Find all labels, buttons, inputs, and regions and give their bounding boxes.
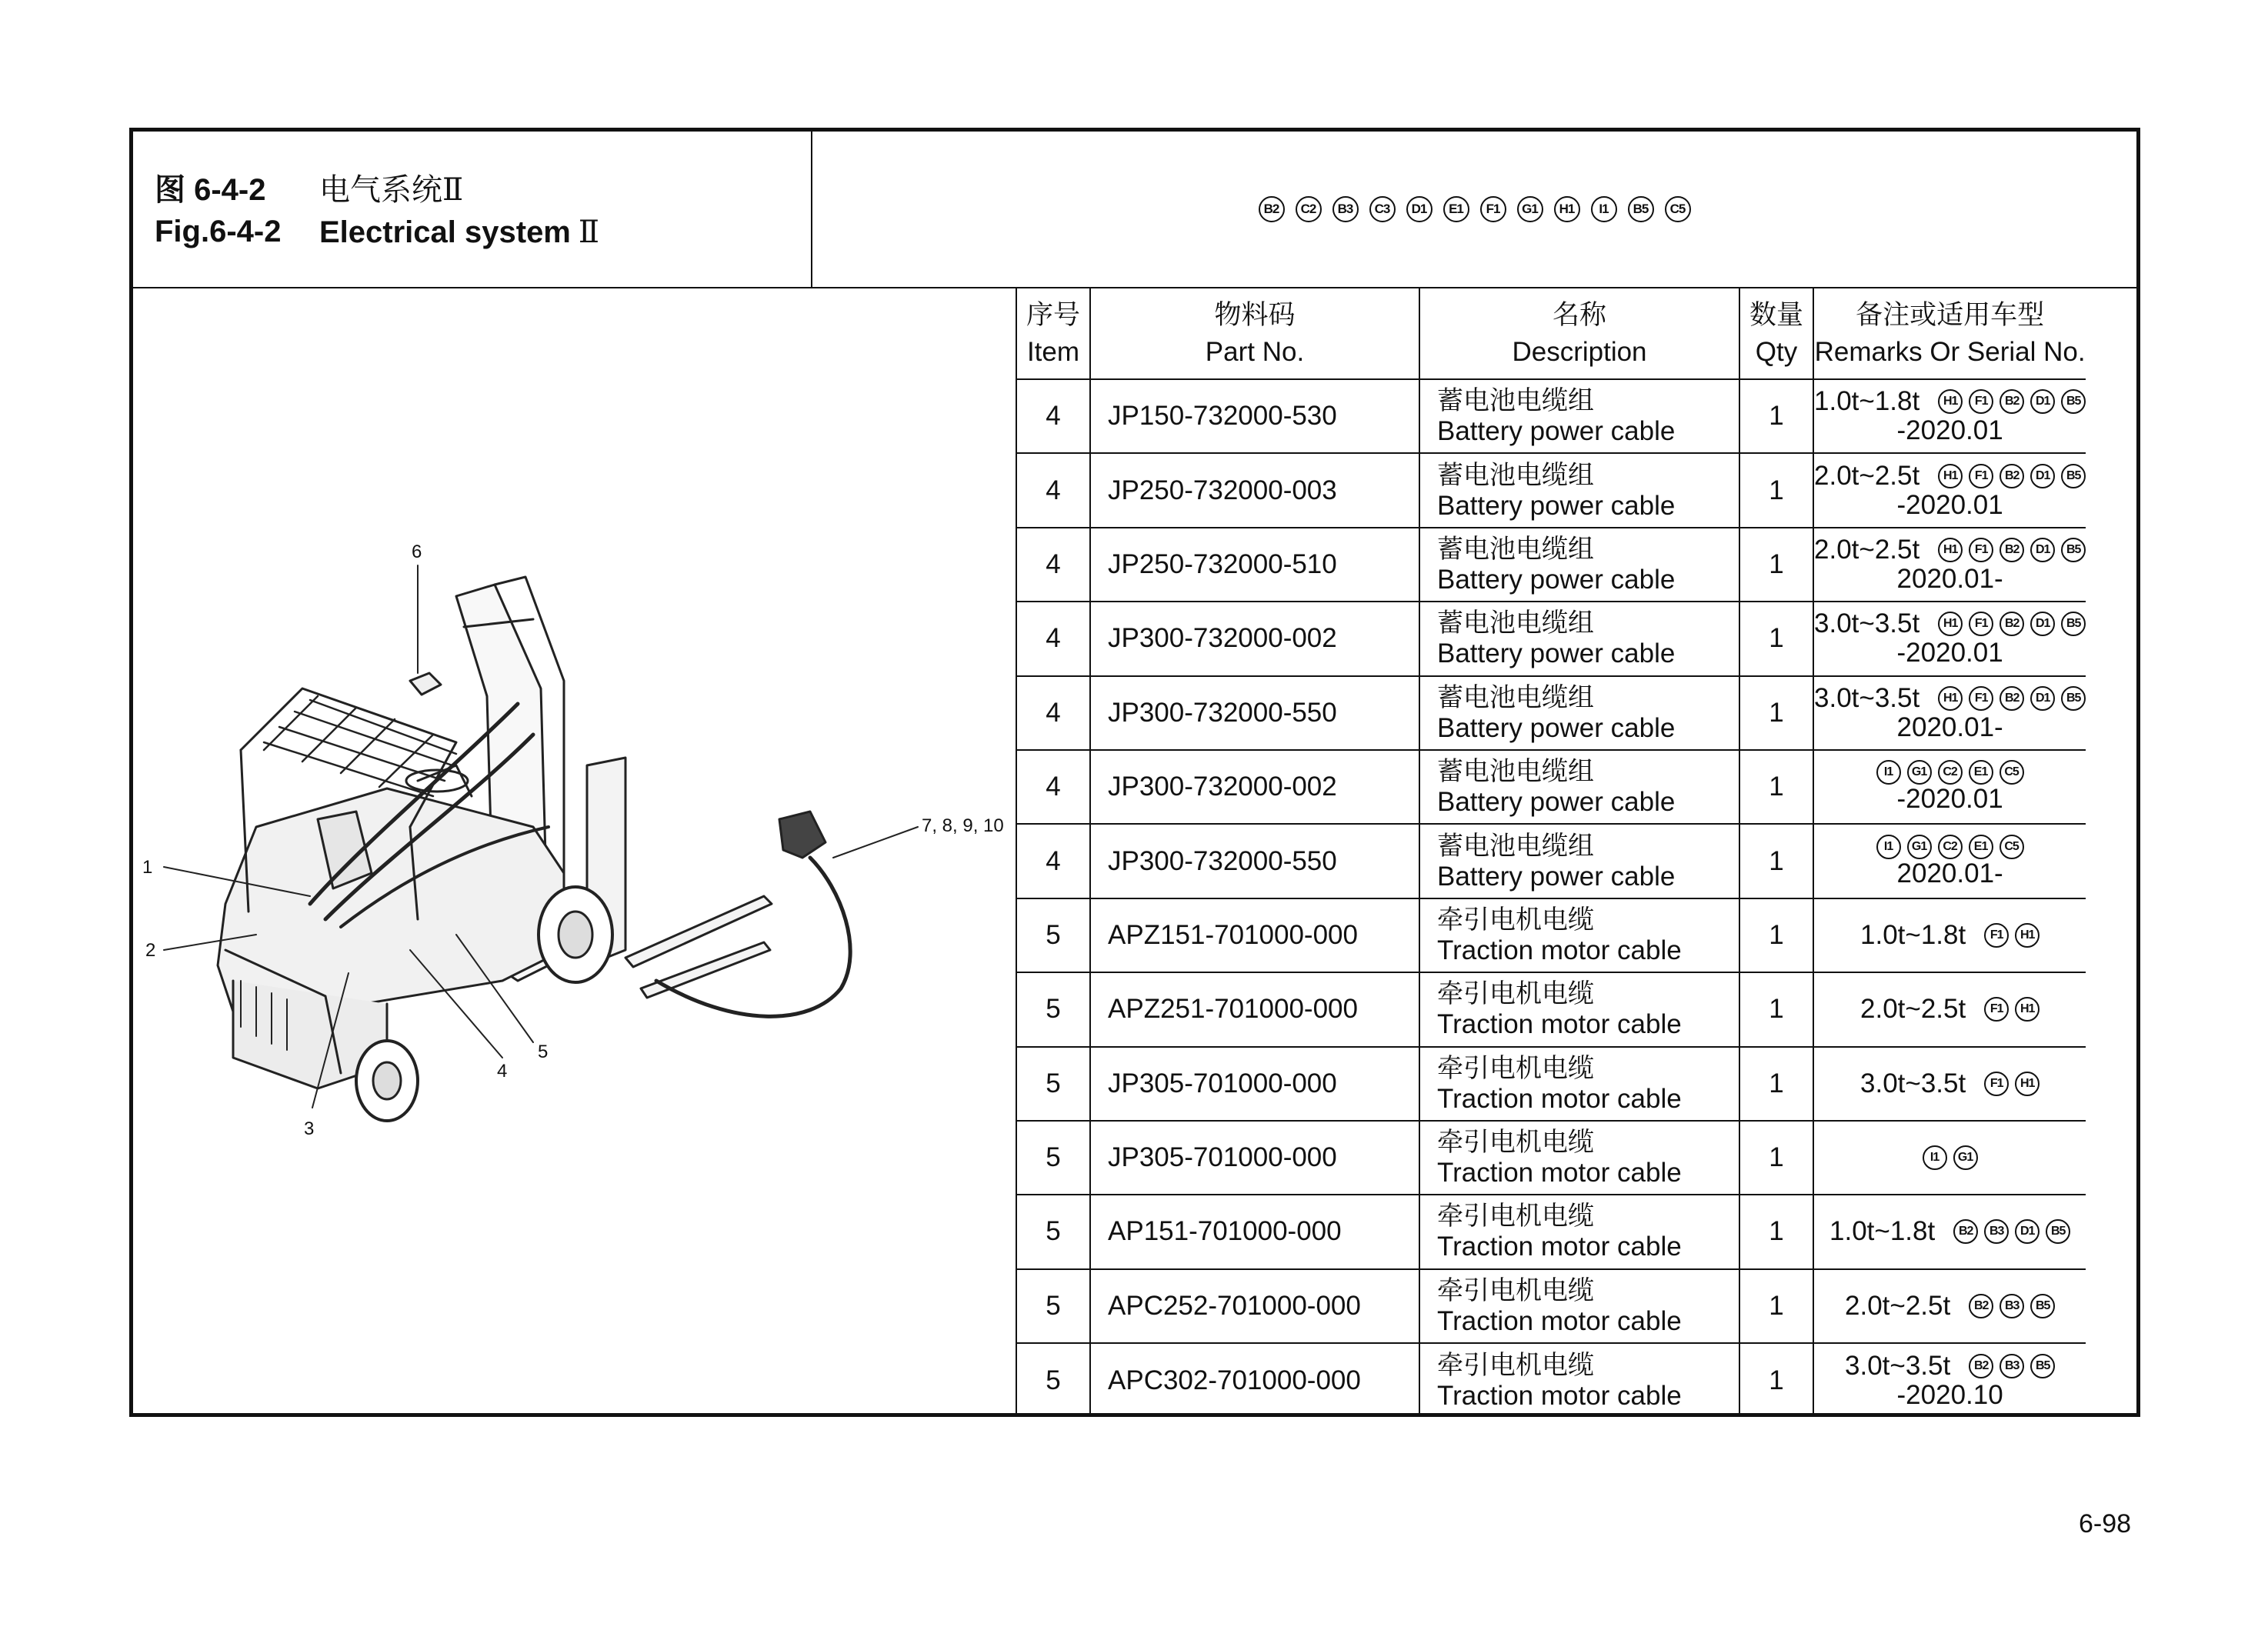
part-description (1419, 1121, 1739, 1195)
item-number: 4 (1016, 750, 1090, 824)
remarks (1813, 1343, 2086, 1417)
serial-code-badge: H1 (1554, 196, 1580, 222)
serial-code-badge: D1 (2030, 538, 2055, 562)
remarks (1813, 676, 2086, 750)
part-number: APZ251-701000-000 (1090, 972, 1419, 1046)
remarks (1813, 602, 2086, 675)
quantity: 1 (1739, 824, 1813, 898)
part-number: APC302-701000-000 (1090, 1343, 1419, 1417)
item-number: 4 (1016, 453, 1090, 527)
table-row (1016, 602, 2086, 675)
serial-code-badge: B3 (2000, 1354, 2024, 1378)
serial-code-badge: B5 (2030, 1354, 2055, 1378)
description-cn: 蓄电池电缆组 (1437, 830, 1594, 862)
part-description (1419, 1269, 1739, 1343)
part-number: JP305-701000-000 (1090, 1121, 1419, 1195)
table-row (1016, 824, 2086, 898)
parts-table (1016, 288, 2086, 1417)
figure-number-en: Fig.6-4-2 (155, 215, 282, 248)
part-number: JP300-732000-002 (1090, 602, 1419, 675)
item-number: 5 (1016, 1269, 1090, 1343)
description-en: Traction motor cable (1437, 1232, 1682, 1262)
table-row (1016, 972, 2086, 1046)
item-number: 5 (1016, 1195, 1090, 1268)
header-remarks: 备注或适用车型 Remarks Or Serial No. (1813, 288, 2086, 379)
serial-code-badge: F1 (1969, 686, 1993, 711)
quantity: 1 (1739, 602, 1813, 675)
quantity: 1 (1739, 453, 1813, 527)
catalog-page-frame (129, 128, 2140, 1417)
header-description: 名称 Description (1419, 288, 1739, 379)
part-number: JP250-732000-510 (1090, 528, 1419, 602)
part-description (1419, 1195, 1739, 1268)
callout-1: 1 (142, 857, 153, 878)
remarks (1813, 824, 2086, 898)
description-cn: 牵引电机电缆 (1437, 1275, 1594, 1306)
serial-code-badge: H1 (1938, 464, 1963, 488)
tonnage-range: 1.0t~1.8t (1860, 919, 1966, 950)
tonnage-range: 3.0t~3.5t (1814, 682, 1920, 713)
serial-code-badge: D1 (2030, 686, 2055, 711)
tonnage-range: 2.0t~2.5t (1814, 460, 1920, 491)
part-description (1419, 972, 1739, 1046)
header-qty: 数量 Qty (1739, 288, 1813, 379)
header-item: 序号 Item (1016, 288, 1090, 379)
remarks (1813, 972, 2086, 1046)
item-number: 4 (1016, 676, 1090, 750)
serial-code-badge: C5 (2000, 760, 2024, 785)
description-cn: 蓄电池电缆组 (1437, 533, 1594, 565)
description-cn: 蓄电池电缆组 (1437, 756, 1594, 788)
remarks (1813, 528, 2086, 602)
part-description (1419, 1047, 1739, 1121)
serial-code-badge: B5 (2061, 464, 2086, 488)
date-range: -2020.01 (1896, 415, 2003, 446)
tonnage-range: 3.0t~3.5t (1845, 1350, 1951, 1381)
remarks (1813, 750, 2086, 824)
part-description (1419, 528, 1739, 602)
description-cn: 蓄电池电缆组 (1437, 385, 1594, 417)
description-en: Traction motor cable (1437, 935, 1682, 965)
quantity: 1 (1739, 379, 1813, 453)
serial-code-badge: I1 (1923, 1145, 1947, 1170)
tonnage-range: 2.0t~2.5t (1814, 534, 1920, 565)
serial-code-badge: B2 (1259, 196, 1285, 222)
item-number: 4 (1016, 528, 1090, 602)
item-number: 5 (1016, 1121, 1090, 1195)
remarks (1813, 898, 2086, 972)
serial-code-badge: E1 (1443, 196, 1469, 222)
part-description (1419, 898, 1739, 972)
description-en: Traction motor cable (1437, 1083, 1682, 1114)
description-en: Traction motor cable (1437, 1158, 1682, 1188)
part-description (1419, 676, 1739, 750)
table-row (1016, 379, 2086, 453)
serial-code-badge: B5 (2061, 686, 2086, 711)
item-number: 5 (1016, 898, 1090, 972)
description-cn: 牵引电机电缆 (1437, 978, 1594, 1010)
description-en: Battery power cable (1437, 712, 1676, 743)
part-number: JP305-701000-000 (1090, 1047, 1419, 1121)
description-en: Battery power cable (1437, 490, 1676, 521)
table-row (1016, 528, 2086, 602)
serial-code-badge: B3 (2000, 1294, 2024, 1318)
part-number: APZ151-701000-000 (1090, 898, 1419, 972)
parts-table-body (1016, 379, 2086, 1417)
table-row (1016, 750, 2086, 824)
description-cn: 牵引电机电缆 (1437, 1201, 1594, 1232)
serial-code-badge: D1 (2030, 389, 2055, 414)
serial-code-badge: B3 (1984, 1219, 2009, 1244)
description-en: Battery power cable (1437, 638, 1676, 669)
description-en: Traction motor cable (1437, 1009, 1682, 1040)
remarks (1813, 1121, 2086, 1195)
serial-code-badge: F1 (1984, 1072, 2009, 1096)
serial-code-badge: B5 (2030, 1294, 2055, 1318)
part-number: JP250-732000-003 (1090, 453, 1419, 527)
date-range: -2020.01 (1896, 638, 2003, 668)
part-description (1419, 602, 1739, 675)
serial-code-badge: C2 (1296, 196, 1322, 222)
description-cn: 蓄电池电缆组 (1437, 608, 1594, 639)
tonnage-range: 1.0t~1.8t (1814, 386, 1920, 417)
serial-code-badge: D1 (1406, 196, 1433, 222)
part-description (1419, 1343, 1739, 1417)
title-chinese (155, 165, 464, 209)
serial-code-badge: I1 (1591, 196, 1617, 222)
callout-7-8-9-10: 7, 8, 9, 10 (922, 815, 1004, 836)
description-en: Battery power cable (1437, 787, 1676, 818)
serial-code-badge: G1 (1907, 760, 1932, 785)
table-row (1016, 1269, 2086, 1343)
forklift-illustration (133, 288, 1016, 1413)
description-en: Battery power cable (1437, 564, 1676, 595)
part-description (1419, 453, 1739, 527)
tonnage-range: 3.0t~3.5t (1814, 608, 1920, 639)
serial-code-badge: B2 (1969, 1294, 1993, 1318)
serial-code-badge: B3 (1332, 196, 1359, 222)
serial-code-badge: B2 (2000, 612, 2024, 636)
serial-code-badge: H1 (1938, 389, 1963, 414)
description-en: Battery power cable (1437, 416, 1676, 447)
item-number: 4 (1016, 602, 1090, 675)
table-row (1016, 1047, 2086, 1121)
serial-code-badge: H1 (1938, 538, 1963, 562)
callout-3: 3 (304, 1118, 315, 1139)
quantity: 1 (1739, 1195, 1813, 1268)
serial-code-badge: I1 (1876, 760, 1901, 785)
remarks (1813, 1195, 2086, 1268)
serial-code-badge: G1 (1907, 835, 1932, 859)
date-range: -2020.01 (1896, 489, 2003, 520)
page-number: 6-98 (2079, 1509, 2132, 1538)
serial-code-badge: B5 (2061, 612, 2086, 636)
forklift-drawing (133, 288, 1016, 1416)
serial-code-list (812, 132, 2136, 287)
date-range: 2020.01- (1896, 712, 2003, 742)
serial-code-badge: D1 (2015, 1219, 2040, 1244)
tonnage-range: 3.0t~3.5t (1860, 1068, 1966, 1098)
tonnage-range: 2.0t~2.5t (1860, 994, 1966, 1025)
description-en: Traction motor cable (1437, 1380, 1682, 1411)
serial-code-badge: F1 (1984, 997, 2009, 1022)
serial-code-badge: I1 (1876, 835, 1901, 859)
part-description (1419, 379, 1739, 453)
remarks (1813, 453, 2086, 527)
quantity: 1 (1739, 676, 1813, 750)
serial-code-badge: D1 (2030, 464, 2055, 488)
quantity: 1 (1739, 1343, 1813, 1417)
quantity: 1 (1739, 898, 1813, 972)
date-range: 2020.01- (1896, 563, 2003, 594)
serial-code-badge: B2 (2000, 686, 2024, 711)
serial-code-badge: H1 (2015, 923, 2040, 948)
item-number: 4 (1016, 379, 1090, 453)
serial-code-badge: B5 (2061, 538, 2086, 562)
date-range: -2020.10 (1896, 1379, 2003, 1410)
item-number: 5 (1016, 1047, 1090, 1121)
serial-code-badge: B5 (2046, 1219, 2070, 1244)
callout-2: 2 (145, 940, 156, 961)
serial-code-badge: D1 (2030, 612, 2055, 636)
serial-code-badge: B2 (2000, 389, 2024, 414)
part-number: AP151-701000-000 (1090, 1195, 1419, 1268)
serial-code-badge: H1 (2015, 997, 2040, 1022)
serial-code-badge: F1 (1984, 923, 2009, 948)
figure-title-cn: 电气系统Ⅱ (319, 172, 464, 208)
quantity: 1 (1739, 972, 1813, 1046)
serial-code-badge: C5 (1665, 196, 1691, 222)
serial-code-badge: E1 (1969, 835, 1993, 859)
description-en: Traction motor cable (1437, 1305, 1682, 1336)
title-english (155, 215, 600, 250)
part-description (1419, 824, 1739, 898)
serial-code-badge: B2 (2000, 538, 2024, 562)
table-row (1016, 898, 2086, 972)
part-number: APC252-701000-000 (1090, 1269, 1419, 1343)
serial-code-badge: B5 (1628, 196, 1654, 222)
date-range: -2020.01 (1896, 784, 2003, 815)
remarks (1813, 1269, 2086, 1343)
date-range: 2020.01- (1896, 858, 2003, 888)
item-number: 5 (1016, 972, 1090, 1046)
remarks (1813, 379, 2086, 453)
figure-title-roman: Ⅱ (578, 215, 600, 250)
callout-5: 5 (538, 1042, 549, 1062)
description-cn: 蓄电池电缆组 (1437, 682, 1594, 713)
serial-code-badge: C2 (1938, 760, 1963, 785)
title-block (133, 132, 812, 287)
serial-code-badge: C3 (1369, 196, 1396, 222)
serial-code-badge: F1 (1969, 538, 1993, 562)
remarks (1813, 1047, 2086, 1121)
quantity: 1 (1739, 1121, 1813, 1195)
serial-code-badge: F1 (1969, 612, 1993, 636)
table-row (1016, 1121, 2086, 1195)
description-cn: 牵引电机电缆 (1437, 1349, 1594, 1381)
table-row (1016, 1343, 2086, 1417)
callout-6: 6 (412, 542, 422, 562)
part-number: JP300-732000-550 (1090, 676, 1419, 750)
page-header (133, 132, 2136, 288)
serial-code-badge: B2 (2000, 464, 2024, 488)
header-part-no: 物料码 Part No. (1090, 288, 1419, 379)
table-row (1016, 1195, 2086, 1268)
quantity: 1 (1739, 528, 1813, 602)
serial-code-badge: F1 (1969, 389, 1993, 414)
description-en: Battery power cable (1437, 861, 1676, 892)
serial-code-badge: C2 (1938, 835, 1963, 859)
description-cn: 牵引电机电缆 (1437, 904, 1594, 935)
part-number: JP300-732000-550 (1090, 824, 1419, 898)
description-cn: 蓄电池电缆组 (1437, 459, 1594, 491)
description-cn: 牵引电机电缆 (1437, 1052, 1594, 1084)
serial-code-badge: H1 (2015, 1072, 2040, 1096)
serial-code-badge: G1 (1953, 1145, 1978, 1170)
serial-code-badge: G1 (1517, 196, 1543, 222)
description-cn: 牵引电机电缆 (1437, 1127, 1594, 1158)
serial-code-badge: F1 (1969, 464, 1993, 488)
serial-code-badge: B2 (1969, 1354, 1993, 1378)
item-number: 4 (1016, 824, 1090, 898)
table-row (1016, 453, 2086, 527)
quantity: 1 (1739, 750, 1813, 824)
serial-code-badge: F1 (1480, 196, 1506, 222)
serial-code-badge: B5 (2061, 389, 2086, 414)
tonnage-range: 1.0t~1.8t (1829, 1216, 1936, 1247)
serial-code-badge: C5 (2000, 835, 2024, 859)
part-number: JP150-732000-530 (1090, 379, 1419, 453)
serial-code-badge: H1 (1938, 686, 1963, 711)
figure-title-en: Electrical system (319, 215, 571, 249)
table-header-row (1016, 288, 2086, 379)
figure-number-cn: 图 6-4-2 (155, 173, 266, 207)
part-description (1419, 750, 1739, 824)
callout-4: 4 (497, 1061, 508, 1082)
table-row (1016, 676, 2086, 750)
tonnage-range: 2.0t~2.5t (1845, 1290, 1951, 1321)
item-number: 5 (1016, 1343, 1090, 1417)
serial-code-badge: E1 (1969, 760, 1993, 785)
part-number: JP300-732000-002 (1090, 750, 1419, 824)
quantity: 1 (1739, 1047, 1813, 1121)
quantity: 1 (1739, 1269, 1813, 1343)
serial-code-badge: B2 (1953, 1219, 1978, 1244)
serial-code-badge: H1 (1938, 612, 1963, 636)
